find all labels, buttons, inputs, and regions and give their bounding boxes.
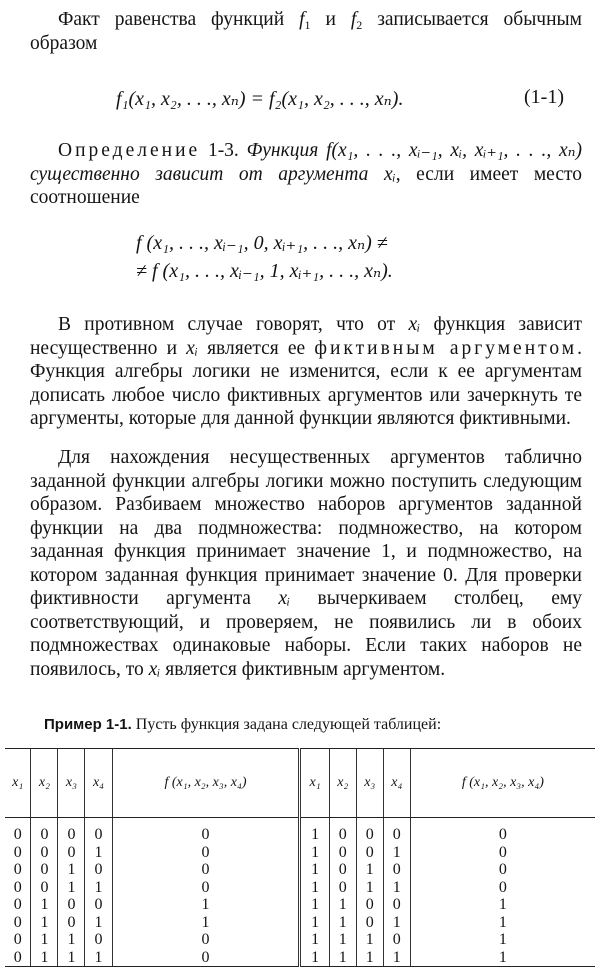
table-cell: 0 <box>85 931 112 949</box>
table-cell: 1 <box>31 914 58 932</box>
table-cell: 0 <box>383 931 410 949</box>
table-cell: 1 <box>410 949 595 967</box>
spaced-term: фиктивным аргументом <box>314 337 578 359</box>
equation-2-line-2: ≠ f (x₁, . . ., xᵢ₋₁, 1, xᵢ₊₁, . . ., xₙ). <box>136 260 393 282</box>
header-x3: x₃ <box>58 749 85 818</box>
table-cell: 0 <box>112 861 300 879</box>
table-cell: 1 <box>58 949 85 967</box>
table-cell: 1 <box>58 861 85 879</box>
equation-1-number: (1-1) <box>524 86 564 108</box>
table-cell: 1 <box>356 931 383 949</box>
table-cell: 0 <box>58 914 85 932</box>
table-row <box>5 861 595 879</box>
example-caption: Пример 1-1. Пусть функция задана следующей таблицей: <box>44 716 442 733</box>
table-cell: 0 <box>329 879 356 897</box>
table-cell: 1 <box>85 914 112 932</box>
table-cell: 1 <box>383 844 410 862</box>
table-cell: 0 <box>329 844 356 862</box>
table-cell: 0 <box>13 843 22 861</box>
table-cell: 0 <box>112 844 300 862</box>
definition-heading: Определение <box>58 140 201 161</box>
header-x1: x₁ <box>300 749 329 818</box>
truth-table <box>5 748 595 967</box>
table-cell: 0 <box>383 818 410 844</box>
table-cell: 1 <box>383 949 410 967</box>
table-cell: 1 <box>112 896 300 914</box>
table-cell: 0 <box>383 861 410 879</box>
table-cell: 0 <box>13 826 22 843</box>
table-cell: 1 <box>300 914 329 932</box>
table-cell: 0 <box>85 896 112 914</box>
table-row <box>5 896 595 914</box>
header-x2: x₂ <box>31 749 58 818</box>
table-cell: 0 <box>58 818 85 844</box>
header-f: f (x₁, x₂, x₃, x₄) <box>112 749 300 818</box>
table-cell: 1 <box>329 914 356 932</box>
table-cell: 0 <box>356 914 383 932</box>
table-cell: 0 <box>31 861 58 879</box>
table-cell: 0 <box>112 949 300 967</box>
definition-paragraph: Определение 1-3. Функция f(x₁, . . ., xᵢ₋₁, xᵢ, xᵢ₊₁, . . ., xₙ) существенно зависит от аргумента xᵢ, если имеет место соотношение <box>30 140 583 208</box>
table-cell: 0 <box>112 818 300 844</box>
table-cell: 0 <box>58 896 85 914</box>
equation-1: f₁(x₁, x₂, . . ., xₙ) = f₂(x₁, x₂, . . ., xₙ). <box>116 88 404 110</box>
table-cell: 0 <box>383 896 410 914</box>
table-cell: 0 <box>13 878 22 896</box>
table-cell: 1 <box>356 949 383 967</box>
table-cell: 0 <box>356 818 383 844</box>
table-cell: 1 <box>410 931 595 949</box>
table-cell: 1 <box>300 949 329 967</box>
table-cell: 1 <box>31 896 58 914</box>
paragraph-2: В противном случае говорят, что от xᵢ функция зависит несущественно и xᵢ является ее фиктивным аргументом. Функция алгебры логики не изменится, если к ее аргументам дописать любое число фиктивных аргументов или зачеркнуть те аргументы, которые для данной функции являются фиктивными. <box>30 314 583 429</box>
table-row <box>5 949 595 967</box>
table-cell: 1 <box>85 844 112 862</box>
header-f: f (x₁, x₂, x₃, x₄) <box>410 749 595 818</box>
table-cell: 0 <box>112 931 300 949</box>
table-row <box>5 879 595 897</box>
table-cell: 0 <box>410 861 595 879</box>
table-cell: 1 <box>300 861 329 879</box>
table-cell: 1 <box>356 861 383 879</box>
table-cell: 1 <box>410 914 595 932</box>
table-cell: 1 <box>329 896 356 914</box>
table-cell: 1 <box>300 844 329 862</box>
header-x3: x₃ <box>356 749 383 818</box>
table-cell: 0 <box>410 818 595 844</box>
table-cell: 1 <box>85 949 112 967</box>
table-header-row <box>5 749 595 818</box>
table-cell: 1 <box>329 949 356 967</box>
table-cell: 1 <box>356 879 383 897</box>
paragraph-1: Факт равенства функций $f_1$ и $f_2$ записывается обычным образом <box>30 9 582 54</box>
table-cell: 1 <box>58 879 85 897</box>
table-cell: 1 <box>58 931 85 949</box>
table-row <box>5 931 595 949</box>
table-cell: 0 <box>13 931 22 948</box>
table-cell: 0 <box>5 949 31 967</box>
table-cell: 0 <box>31 844 58 862</box>
table-row <box>5 818 595 844</box>
table-cell: 1 <box>410 896 595 914</box>
table-row <box>5 914 595 932</box>
table-cell: 0 <box>31 879 58 897</box>
header-x1: x₁ <box>5 749 31 818</box>
table-cell: 1 <box>383 914 410 932</box>
table-cell: 1 <box>329 931 356 949</box>
table-cell: 0 <box>85 818 112 844</box>
table-cell: 1 <box>31 931 58 949</box>
table-row <box>5 844 595 862</box>
paragraph-3: Для нахождения несущественных аргументов таблично заданной функции алгебры логики можно поступить следующим образом. Разбиваем множество наборов аргументов заданной функции на два подмножества: подмножество, на котором заданная функция принимает значение 1, и подмножество, на котором заданная функция принимает значение 0. Для проверки фиктивности аргумента xᵢ вычеркиваем столбец, ему соответствующий, и проверяем, не появились ли в обоих подмножествах одинаковые наборы. Если таких наборов не появилось, то xᵢ является фиктивным аргументом. <box>30 447 582 680</box>
table-cell: 1 <box>383 879 410 897</box>
table-cell: 0 <box>329 818 356 844</box>
table-cell: 0 <box>112 879 300 897</box>
table-cell: 1 <box>31 949 58 967</box>
table-cell: 0 <box>31 818 58 844</box>
header-x4: x₄ <box>85 749 112 818</box>
table-cell: 0 <box>356 844 383 862</box>
table-cell: 1 <box>300 931 329 949</box>
table-cell: 1 <box>300 896 329 914</box>
table-cell: 0 <box>356 896 383 914</box>
table-cell: 1 <box>85 879 112 897</box>
table-cell: 0 <box>410 844 595 862</box>
table-cell: 1 <box>112 914 300 932</box>
table-cell: 1 <box>300 818 329 844</box>
table-cell: 0 <box>329 861 356 879</box>
table-cell: 0 <box>410 879 595 897</box>
equation-2-line-1: f (x₁, . . ., xᵢ₋₁, 0, xᵢ₊₁, . . ., xₙ) ≠ <box>136 232 388 254</box>
table-cell: 1 <box>300 879 329 897</box>
table-cell: 0 <box>13 913 22 931</box>
table-cell: 0 <box>85 861 112 879</box>
header-x2: x₂ <box>329 749 356 818</box>
table-cell: 0 <box>58 844 85 862</box>
table-cell: 0 <box>13 861 22 878</box>
header-x4: x₄ <box>383 749 410 818</box>
table-cell: 0 <box>13 896 22 913</box>
